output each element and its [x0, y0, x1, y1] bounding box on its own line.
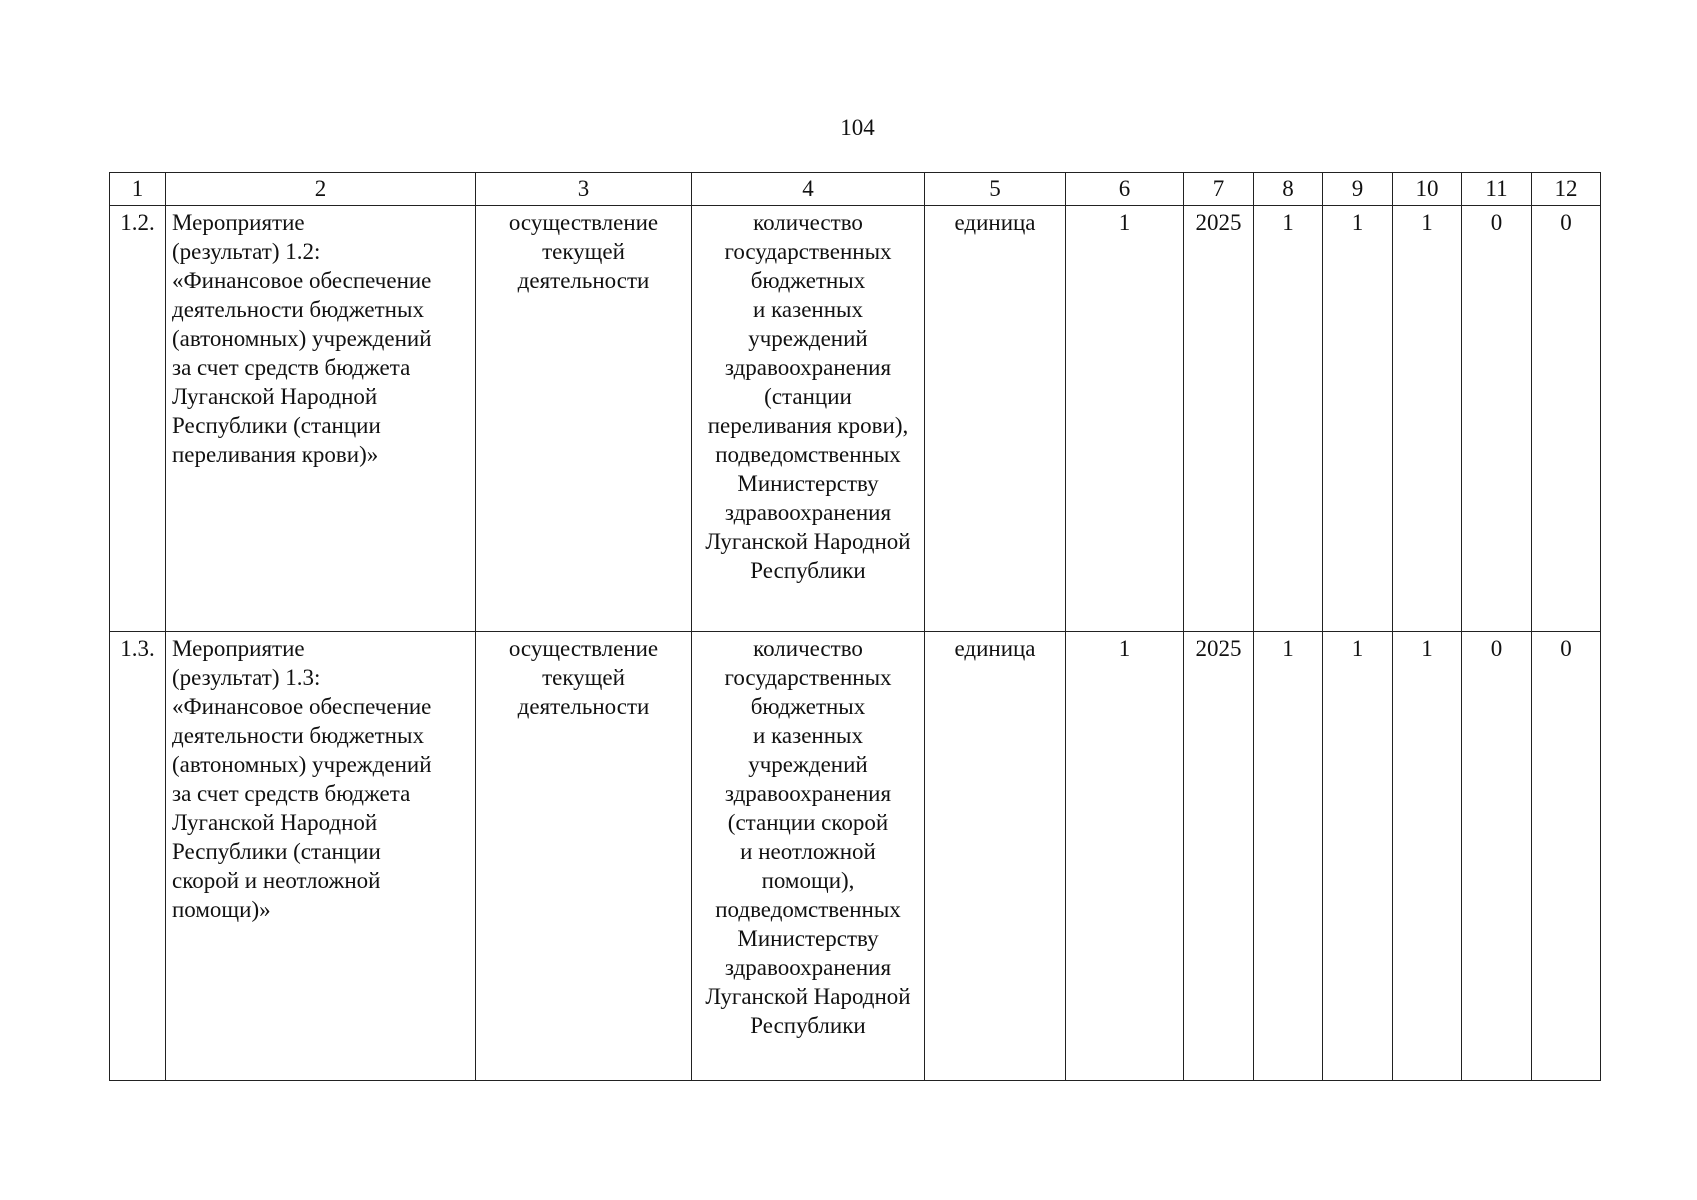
unit-cell: единица: [925, 206, 1066, 632]
indicator-line: бюджетных: [750, 268, 866, 293]
column-header: 2: [166, 173, 476, 206]
value-cell: 1: [1066, 632, 1184, 1081]
table-row: [110, 632, 1601, 1081]
measure-name-line: помощи)»: [172, 897, 271, 922]
column-header: 6: [1066, 173, 1184, 206]
measure-type-line: текущей: [542, 239, 625, 264]
measure-name-line: Луганской Народной: [172, 384, 378, 409]
measure-name-line: (автономных) учреждений: [172, 326, 432, 351]
value-cell: 1: [1323, 206, 1393, 632]
page-number: 104: [840, 115, 875, 140]
column-header: 1: [110, 173, 166, 206]
value-cell: 0: [1532, 206, 1601, 632]
indicator-cell: [692, 632, 925, 1081]
indicator-line: количество: [753, 210, 863, 235]
measure-name-line: (результат) 1.3:: [172, 665, 321, 690]
indicator-line: подведомственных: [715, 442, 901, 467]
indicator-line: помощи),: [761, 868, 855, 893]
indicator-line: учреждений: [748, 752, 868, 777]
indicator-line: Луганской Народной: [705, 529, 911, 554]
measure-type-line: осуществление: [508, 210, 659, 235]
indicator-line: и казенных: [753, 297, 863, 322]
indicator-line: переливания крови),: [707, 413, 909, 438]
value-cell: 1: [1393, 632, 1462, 1081]
measure-name-line: «Финансовое обеспечение: [172, 268, 432, 293]
indicator-line: Министерству: [737, 926, 879, 951]
value-cell: 1: [1254, 206, 1323, 632]
indicator-cell: [692, 206, 925, 632]
indicator-line: и неотложной: [740, 839, 876, 864]
column-header: 5: [925, 173, 1066, 206]
table-row: [110, 206, 1601, 632]
measure-name-line: Республики (станции: [172, 839, 381, 864]
indicators-table: [109, 172, 1601, 1081]
column-header: 4: [692, 173, 925, 206]
measure-name-line: Республики (станции: [172, 413, 381, 438]
measure-name-line: (результат) 1.2:: [172, 239, 321, 264]
measure-name-cell: [166, 632, 476, 1081]
measure-type-line: текущей: [542, 665, 625, 690]
measure-name-line: за счет средств бюджета: [172, 781, 411, 806]
column-header: 12: [1532, 173, 1601, 206]
indicator-line: (станции: [764, 384, 852, 409]
value-cell: 1: [1254, 632, 1323, 1081]
measure-name-line: Луганской Народной: [172, 810, 378, 835]
measure-name-line: Мероприятие: [172, 636, 305, 661]
measure-name-line: (автономных) учреждений: [172, 752, 432, 777]
indicator-line: здравоохранения: [724, 781, 892, 806]
indicator-line: Луганской Народной: [705, 984, 911, 1009]
measure-type-line: деятельности: [517, 268, 650, 293]
indicator-line: государственных: [724, 665, 892, 690]
indicator-line: учреждений: [748, 326, 868, 351]
measure-type-line: деятельности: [517, 694, 650, 719]
row-number: 1.3.: [110, 632, 166, 1081]
indicator-line: Республики: [750, 1013, 866, 1038]
column-header: 11: [1462, 173, 1532, 206]
indicator-line: здравоохранения: [724, 500, 892, 525]
indicator-line: бюджетных: [750, 694, 866, 719]
value-cell: 1: [1323, 632, 1393, 1081]
measure-name-line: деятельности бюджетных: [172, 297, 424, 322]
indicator-line: здравоохранения: [724, 955, 892, 980]
measure-name-cell: [166, 206, 476, 632]
indicator-line: количество: [753, 636, 863, 661]
indicator-line: Министерству: [737, 471, 879, 496]
measure-name-line: деятельности бюджетных: [172, 723, 424, 748]
measure-type-line: осуществление: [508, 636, 659, 661]
indicator-line: подведомственных: [715, 897, 901, 922]
indicator-line: (станции скорой: [727, 810, 889, 835]
indicator-line: здравоохранения: [724, 355, 892, 380]
column-header: 3: [476, 173, 692, 206]
measure-type-cell: [476, 206, 692, 632]
row-number: 1.2.: [110, 206, 166, 632]
measure-name-line: скорой и неотложной: [172, 868, 381, 893]
measure-type-cell: [476, 632, 692, 1081]
measure-name-line: Мероприятие: [172, 210, 305, 235]
year-cell: 2025: [1184, 632, 1254, 1081]
value-cell: 0: [1462, 206, 1532, 632]
indicator-line: государственных: [724, 239, 892, 264]
indicator-line: и казенных: [753, 723, 863, 748]
column-header: 8: [1254, 173, 1323, 206]
value-cell: 0: [1532, 632, 1601, 1081]
year-cell: 2025: [1184, 206, 1254, 632]
column-header: 10: [1393, 173, 1462, 206]
measure-name-line: «Финансовое обеспечение: [172, 694, 432, 719]
measure-name-line: за счет средств бюджета: [172, 355, 411, 380]
table-header-row: [110, 173, 1601, 206]
value-cell: 0: [1462, 632, 1532, 1081]
value-cell: 1: [1393, 206, 1462, 632]
value-cell: 1: [1066, 206, 1184, 632]
column-header: 7: [1184, 173, 1254, 206]
unit-cell: единица: [925, 632, 1066, 1081]
column-header: 9: [1323, 173, 1393, 206]
indicator-line: Республики: [750, 558, 866, 583]
measure-name-line: переливания крови)»: [172, 442, 379, 467]
